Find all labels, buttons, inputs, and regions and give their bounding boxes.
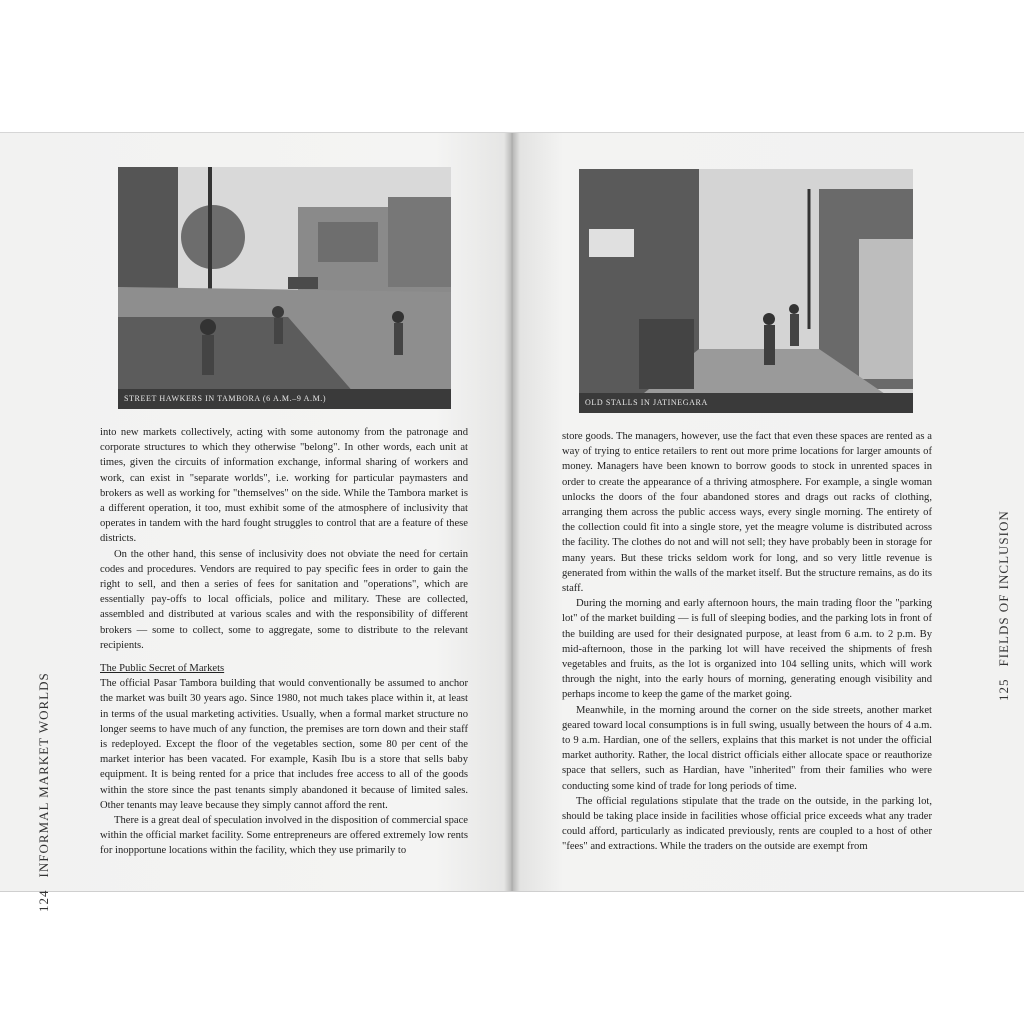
book-gutter (504, 133, 520, 891)
paragraph: During the morning and early afternoon hours, the main trading floor the "parking lot" of the market building — is full of sleeping bodies, and the parking lots in front of the building are used for their designated purpose, at least from 6 a.m. to 2 p.m. By mid-afternoon, those in the parking lot will have received the shipments of fresh vegetables and fruits, as the lot is organized into 104 selling units, which will work through the night, into the early hours of morning, generating enough visibility and perhaps income to keep the game of the market going. (562, 598, 932, 701)
right-running-head (996, 510, 1012, 701)
photo-caption-right: OLD STALLS IN JATINEGARA (579, 393, 913, 413)
subheading-text: The Public Secret of Markets (100, 663, 225, 675)
book-spread (0, 132, 1024, 912)
running-head-title-left: INFORMAL MARKET WORLDS (36, 672, 51, 878)
street-hawkers-photo (118, 167, 451, 409)
paragraph: The official Pasar Tambora building that would conventionally be assumed to anchor the market was built 30 years ago. Since 1980, not much takes place within it, at least in terms of the usual marketing activities. Usually, when a formal market structure no longer seems to have much of any function, the premises are torn down and their staff is redeployed. Except the floor of the vegetables section, some 80 per cent of the market interior has been vacated. For example, Kasih Ibu is a store that sells baby equipment. It is being rented for a price that includes free access to all of the goods within the store since the past tenants simply abandoned it because of limited sales. Other tenants may leave because they simply cannot afford the rent. (100, 678, 468, 811)
running-head-title-right: FIELDS OF INCLUSION (996, 510, 1011, 667)
section-subheading (100, 661, 468, 676)
page-number-left: 124 (36, 889, 51, 912)
market-alley-illustration (579, 169, 913, 413)
paragraph: The official regulations stipulate that the trade on the outside, in the parking lot, should be taking place inside in facilities whose official price exceeds what any trader could afford, particularly as indicated previously, rents are coupled to a host of other "fees" and extractions. While the traders on the outside are exempt from (562, 795, 932, 853)
right-text-column (562, 429, 932, 855)
paragraph: store goods. The managers, however, use the fact that even these spaces are rented as a way of trying to entice retailers to rent out more prime locations for larger amounts of money. Managers have been known to borrow goods to stock in unrented spaces in order to create the appearance of a thriving atmosphere. For example, a single woman unlocks the doors of the four abandoned stores and drags out racks of clothing, arranging them across the public access ways, every single morning. The entirety of the collection could fit into a single store, yet the meagre volume is distributed across the facility. The clothes do not and will not sell; they have probably been in storage for many years. But these tricks seldom work for long, and so very little revenue is generated from within the walls of the market itself. But the structure remains, as do its staff. (562, 431, 932, 595)
paragraph: On the other hand, this sense of inclusivity does not obviate the need for certain codes and procedures. Vendors are required to pay specific fees in order to gain the right to sell, and then a series of fees for sanitation and "operations", which are essentially pay-offs to local officials, police and military. These are collected, assembled and distributed at various scales and with the responsibility of different brokers — some to collect, some to aggregate, some to distribute to the relevant recipients. (100, 548, 468, 651)
paragraph: Meanwhile, in the morning around the corner on the side streets, another market geared toward local consumptions is in full swing, usually between the hours of 4 a.m. to 9 a.m. Hardian, one of the sellers, explains that this market is not under the official market authority. Rather, the local district officials either allocate space or reauthorize space that sellers, such as Hardian, have "inherited" from their families who were conducting some kind of trade for long periods of time. (562, 704, 932, 792)
paragraph: There is a great deal of speculation involved in the disposition of commercial space within the official market facility. Some entrepreneurs are offered extremely low rents for inopportune locations within the facility, which they use primarily to (100, 815, 468, 857)
right-page (512, 133, 1024, 891)
left-text-column (100, 425, 468, 859)
left-page (0, 133, 512, 891)
photo-caption-left: STREET HAWKERS IN TAMBORA (6 A.M.–9 A.M.) (118, 389, 451, 409)
street-scene-illustration (118, 167, 451, 409)
page-number-right: 125 (996, 678, 1011, 701)
old-stalls-photo (579, 169, 913, 413)
left-running-head (36, 672, 52, 912)
paragraph: into new markets collectively, acting with some autonomy from the patronage and corporate structures to which they otherwise "belong". In other words, each unit at times, given the circuits of information exchange, informal sharing of workers and work, can exist in "separate worlds", i.e. working for particular paymasters and brokers as well as working for "themselves" on the side. While the Tambora market is a different operation, it too, must exhibit some of the atmosphere of inclusivity that operates in tandem with the hard fought struggles to control that are a feature of these districts. (100, 427, 468, 545)
